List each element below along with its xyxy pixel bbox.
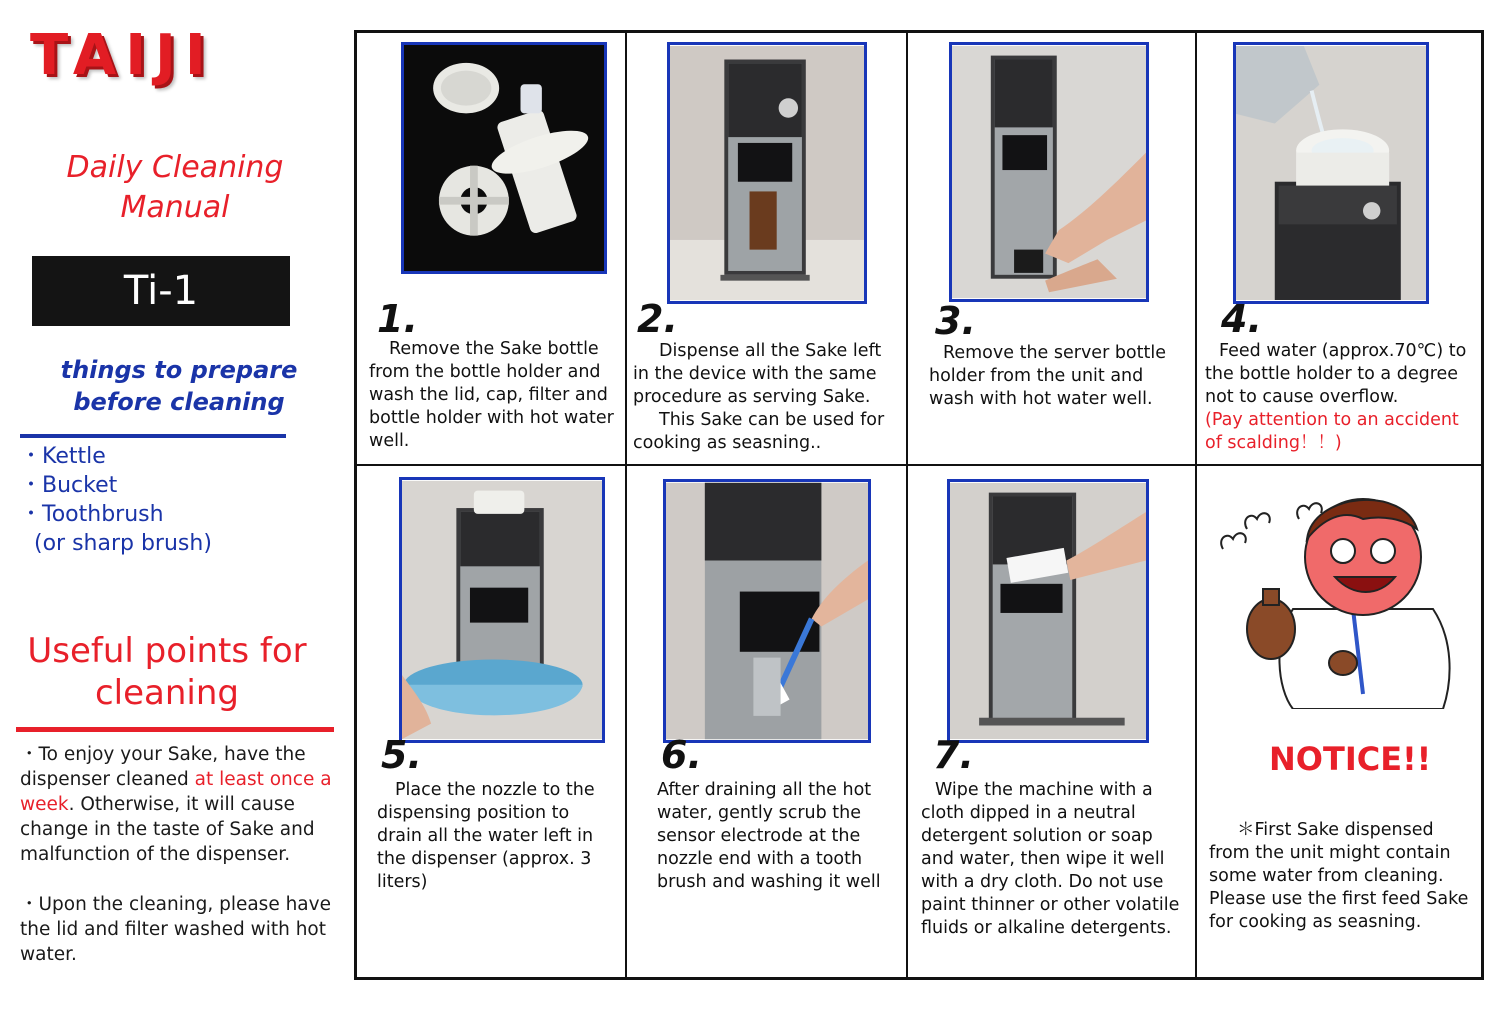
useful-points-title [14,630,320,714]
feed-water-image [1236,45,1426,301]
tip-weekly-cleaning [20,742,346,867]
step1-text [369,338,615,453]
step1-instruction: Remove the Sake bottle from the bottle holder and wash the lid, cap, filter and bottle holder with hot water well. [369,339,614,451]
prepare-item-toothbrush: ・Toothbrush [20,502,164,527]
prepare-item-bucket: ・Bucket [20,473,118,498]
useful-title-line1: Useful points for [27,631,307,671]
step3-photo [949,42,1149,302]
bottle-parts-image [404,45,604,271]
tip1-text: ・To enjoy your Sake, have the dispenser cleaned [20,744,306,790]
tip-wash-lid: ・Upon the cleaning, please have the lid and filter washed with hot water. [20,894,331,965]
step2-instruction: Dispense all the Sake left in the device with the same procedure as serving Sake. [633,341,882,407]
notice-title: NOTICE!! [1269,740,1432,778]
step4-number: 4. [1221,297,1262,341]
step1-number: 1. [377,297,418,341]
manual-title-line2: Manual [120,190,230,225]
step3-number: 3. [935,299,976,343]
step5-photo [399,477,605,743]
manual-title [20,148,330,228]
step7-instruction: Wipe the machine with a cloth dipped in a neutral detergent solution or soap and water, then wipe it well with a dry cloth. Do not use paint thinner or other volatile fluids or alkaline detergents. [921,780,1180,938]
step2-photo [667,42,867,304]
tip1-text-end: . Otherwise, it will cause change in the taste of Sake and malfunction of the dispenser. [20,794,315,865]
manual-title-line1: Daily Cleaning [66,150,284,185]
dispenser-image [670,45,864,301]
grid-divider [625,33,627,977]
prepare-title [20,354,338,418]
notice-body: ＊First Sake dispensed from the unit might contain some water from cleaning. Please use the first feed Sake for cooking as seasning. [1209,820,1469,932]
wipe-machine-image [950,482,1146,740]
step2-text [633,340,899,455]
step5-number: 5. [381,733,422,777]
steps-grid [354,30,1484,980]
step4-text [1205,340,1477,455]
tip1-highlight: at least once a week [20,769,332,815]
drinking-man-icon [1203,479,1479,709]
step7-number: 7. [933,733,974,777]
step2-number: 2. [637,297,678,341]
prepare-list [20,442,212,558]
grid-divider [357,464,1481,466]
grid-divider [906,33,908,977]
step5-instruction: Place the nozzle to the dispensing position to drain all the water left in the dispenser (approx. 3 liters) [377,780,595,892]
step4-instruction: Feed water (approx.70℃) to the bottle holder to a degree not to cause overflow. [1205,341,1467,407]
taiji-logo: TAIJI [30,23,215,88]
model-badge: Ti-1 [32,256,290,326]
notice-text [1209,819,1471,934]
prepare-title-line2: before cleaning [73,388,285,416]
step4-warning: (Pay attention to an accident of scalding！！) [1205,410,1459,453]
useful-tips [20,742,346,992]
drain-water-image [402,480,602,740]
step6-instruction: After draining all the hot water, gently scrub the sensor electrode at the nozzle end with a tooth brush and washing it well [657,780,881,892]
useful-title-line2: cleaning [94,673,240,713]
step7-photo [947,479,1149,743]
step4-photo [1233,42,1429,304]
step2-note: This Sake can be used for cooking as seasning.. [633,410,885,453]
scrub-nozzle-image [666,482,868,740]
useful-divider [16,727,334,732]
step3-instruction: Remove the server bottle holder from the unit and wash with hot water well. [929,343,1166,409]
prepare-title-line1: things to prepare [60,356,298,384]
step3-text [929,342,1185,411]
remove-holder-image [952,45,1146,299]
step6-photo [663,479,871,743]
step1-photo [401,42,607,274]
prepare-item-note: (or sharp brush) [34,531,212,556]
step7-text [921,779,1183,940]
step5-text [377,779,613,894]
drunk-man-illustration [1203,479,1479,709]
step6-number: 6. [661,733,702,777]
prepare-divider [20,434,286,438]
prepare-item-kettle: ・Kettle [20,444,106,469]
grid-divider [1195,33,1197,977]
step6-text [657,779,893,894]
